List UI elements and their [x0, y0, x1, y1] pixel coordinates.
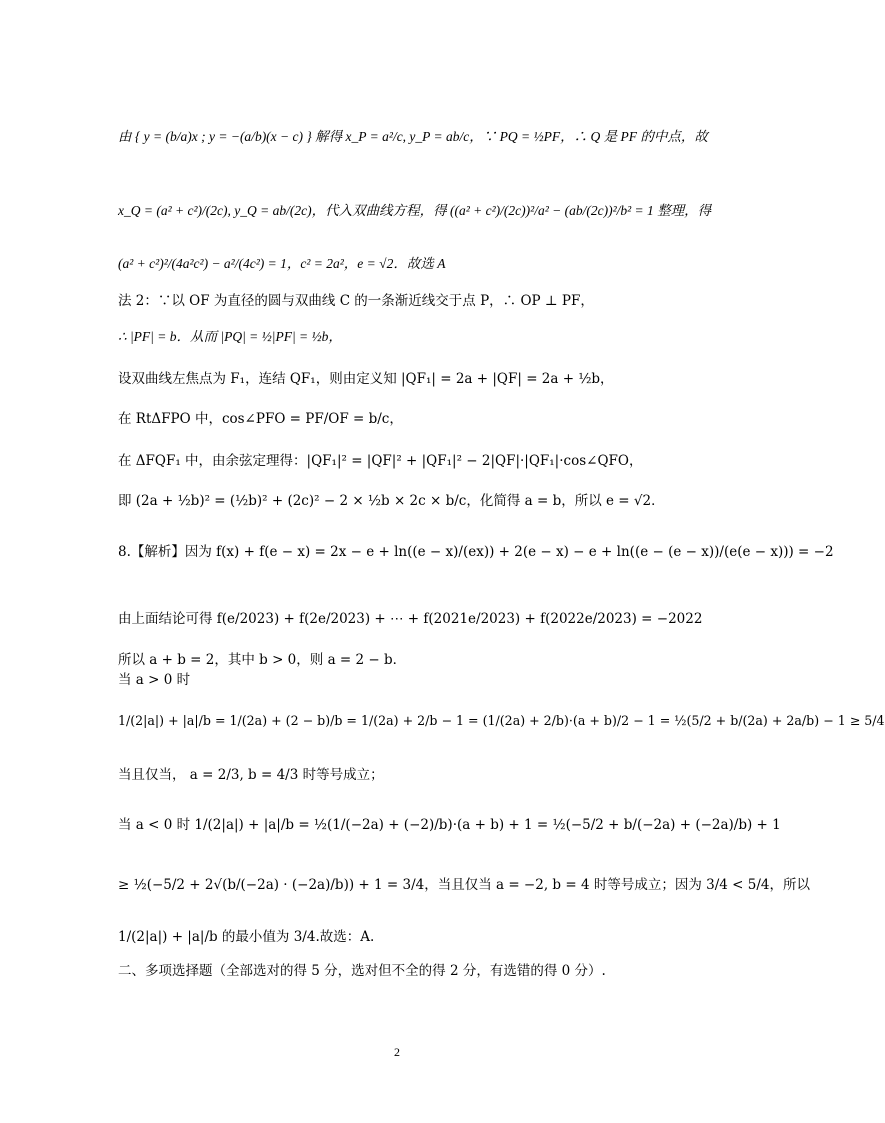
line-17: ≥ ½(−5/2 + 2√(b/(−2a) · (−2a)/b)) + 1 = 3/4，当且仅当 a = −2, b = 4 时等号成立；因为 3/4 < 5/4，所以 [118, 877, 810, 893]
line-6: 设双曲线左焦点为 F₁，连结 QF₁，则由定义知 |QF₁| = 2a + |QF| = 2a + ½b， [118, 371, 614, 387]
line-4: 法 2：∵以 OF 为直径的圆与双曲线 C 的一条渐近线交于点 P，∴ OP ⊥ PF， [118, 293, 594, 309]
line-12: 所以 a + b = 2，其中 b > 0，则 a = 2 − b． [118, 652, 407, 668]
line-9: 即 (2a + ½b)² = (½b)² + (2c)² − 2 × ½b × 2c × b/c，化简得 a = b，所以 e = √2． [118, 493, 665, 509]
line-2: x_Q = (a² + c²)/(2c), y_Q = ab/(2c)，代入双曲线方程，得 ((a² + c²)/(2c))²/a² − (ab/(2c))²/b² = 1 整理，得 [118, 203, 712, 218]
line-8: 在 ΔFQF₁ 中，由余弦定理得：|QF₁|² = |QF|² + |QF₁|² − 2|QF|·|QF₁|·cos∠QFO， [118, 453, 643, 469]
line-7: 在 RtΔFPO 中，cos∠PFO = PF/OF = b/c， [118, 411, 403, 427]
line-15: 当且仅当， a = 2/3, b = 4/3 时等号成立； [118, 767, 384, 783]
line-11: 由上面结论可得 f(e/2023) + f(2e/2023) + ⋯ + f(2021e/2023) + f(2022e/2023) = −2022 [118, 611, 703, 627]
line-3: (a² + c²)²/(4a²c²) − a²/(4c²) = 1，c² = 2a²，e = √2．故选 A [118, 256, 446, 271]
line-16: 当 a < 0 时 1/(2|a|) + |a|/b = ½(1/(−2a) + (−2)/b)·(a + b) + 1 = ½(−5/2 + b/(−2a) + (−2a)/b) + 1 [118, 817, 781, 833]
line-1: 由 { y = (b/a)x ; y = −(a/b)(x − c) } 解得 x_P = a²/c, y_P = ab/c，∵ PQ = ½PF，∴ Q 是 PF 的中点，故 [118, 129, 708, 144]
line-10: 8.【解析】因为 f(x) + f(e − x) = 2x − e + ln((e − x)/(ex)) + 2(e − x) − e + ln((e − (e − x))/(e(e − x))) = −2 [118, 544, 834, 560]
section-heading-multiple-choice: 二、多项选择题（全部选对的得 5 分，选对但不全的得 2 分，有选错的得 0 分）. [118, 963, 606, 979]
line-5: ∴ |PF| = b．从而 |PQ| = ½|PF| = ½b， [118, 329, 342, 344]
line-18: 1/(2|a|) + |a|/b 的最小值为 3/4.故选：A. [118, 929, 375, 945]
page-number: 2 [394, 1045, 400, 1059]
line-14: 1/(2|a|) + |a|/b = 1/(2a) + (2 − b)/b = 1/(2a) + 2/b − 1 = (1/(2a) + 2/b)·(a + b)/2 − 1 = ½(5/2 + b/(2a) + 2a/b) − 1 ≥ 5/4 [118, 713, 885, 728]
line-13: 当 a > 0 时 [118, 672, 191, 688]
